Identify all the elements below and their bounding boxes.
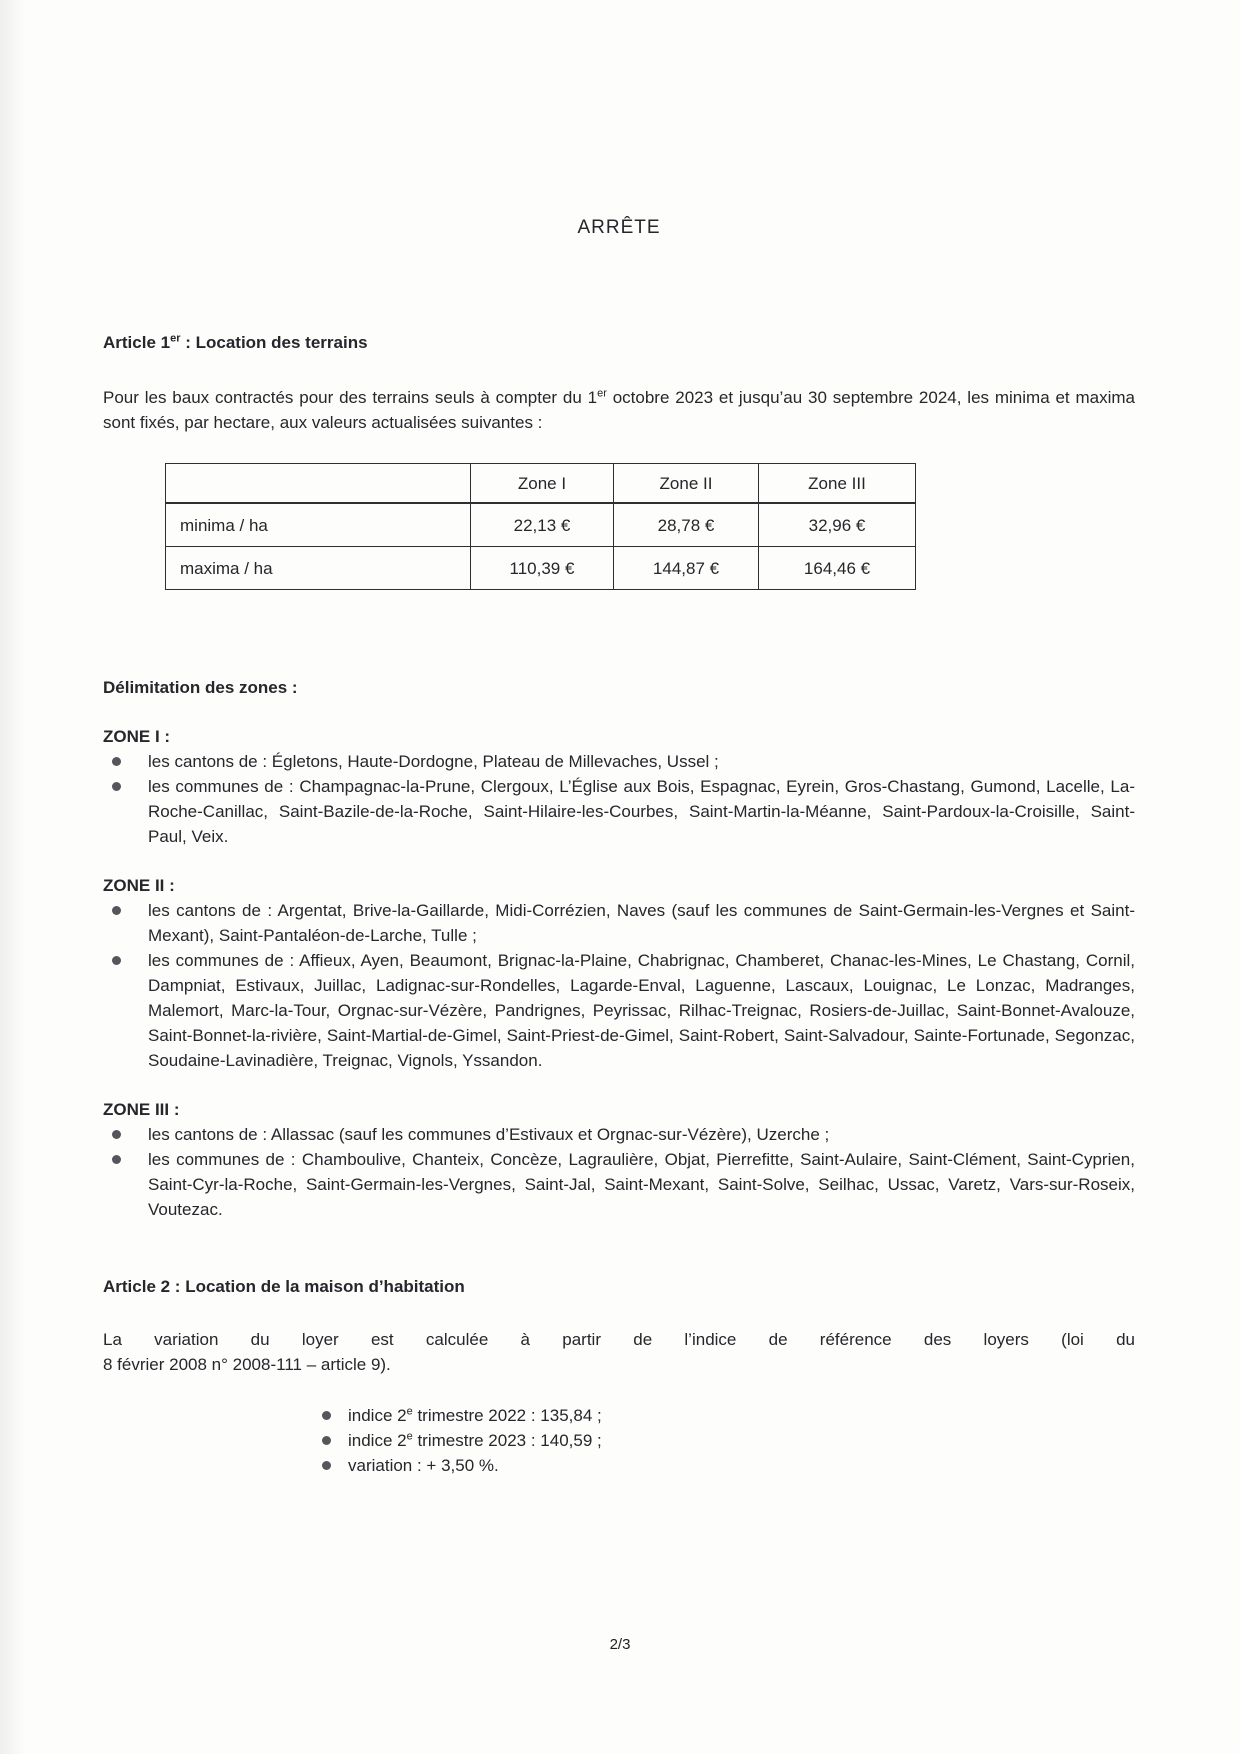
article1-heading-sup: er — [170, 332, 181, 345]
bullet-icon — [112, 956, 121, 965]
indice-2022: indice 2 — [348, 1406, 407, 1425]
bullet-icon — [322, 1461, 331, 1470]
article1-paragraph-suffix: octobre 2023 et jusqu’au 30 septembre 2024, les minima et maxima sont fixés, par hectare, aux valeurs actualisées suivantes : — [103, 388, 1135, 432]
rates-minima-zone3: 32,96 € — [759, 503, 916, 547]
rates-table — [165, 463, 916, 590]
rates-maxima-zone2: 144,87 € — [614, 547, 759, 590]
rates-table-header-zone1: Zone I — [471, 464, 614, 504]
zone-1-communes: les communes de : Champagnac-la-Prune, Clergoux, L’Église aux Bois, Espagnac, Eyrein, Gros-Chastang, Gumond, Lacelle, La-Roche-Canillac, Saint-Bazile-de-la-Roche, Saint-Hilaire-les-Courbes, Saint-Martin-la-Méanne, Saint-Pardoux-la-Croisille, Saint-Paul, Veix. — [148, 777, 1135, 846]
document-title: ARRÊTE — [577, 217, 661, 238]
rates-row-maxima-label: maxima / ha — [166, 547, 471, 590]
article1-paragraph-sup: er — [597, 387, 607, 400]
zone-1-title: ZONE I : — [103, 727, 171, 746]
zone-3-cantons: les cantons de : Allassac (sauf les communes d’Estivaux et Orgnac-sur-Vézère), Uzerche ; — [148, 1125, 830, 1144]
indice-2022-sup: e — [406, 1405, 413, 1418]
zone-1-cantons: les cantons de : Égletons, Haute-Dordogne, Plateau de Millevaches, Ussel ; — [148, 752, 719, 771]
article2-heading: Article 2 : Location de la maison d’habitation — [103, 1277, 465, 1296]
zone-2-cantons: les cantons de : Argentat, Brive-la-Gaillarde, Midi-Corrézien, Naves (sauf les communes de Saint-Germain-les-Vergnes et Saint-Mexant), Saint-Pantaléon-de-Larche, Tulle ; — [148, 901, 1135, 945]
list-item — [103, 898, 1135, 948]
zone-3-block — [103, 1097, 1135, 1222]
list-item — [103, 948, 1135, 1073]
rates-row-minima-label: minima / ha — [166, 503, 471, 547]
indices-list — [103, 1403, 1135, 1478]
bullet-icon — [112, 782, 121, 791]
rates-table-corner-cell — [166, 464, 471, 504]
article2-paragraph-line2: 8 février 2008 n° 2008-111 – article 9). — [103, 1355, 391, 1374]
table-row — [166, 547, 916, 590]
page-number: 2/3 — [609, 1636, 631, 1653]
list-item — [103, 774, 1135, 849]
bullet-icon — [112, 906, 121, 915]
bullet-icon — [112, 1130, 121, 1139]
bullet-icon — [112, 757, 121, 766]
indice-2023-sup: e — [406, 1430, 413, 1443]
rates-maxima-zone3: 164,46 € — [759, 547, 916, 590]
rates-table-header-zone3: Zone III — [759, 464, 916, 504]
rates-maxima-zone1: 110,39 € — [471, 547, 614, 590]
rates-table-header-zone2: Zone II — [614, 464, 759, 504]
rates-minima-zone1: 22,13 € — [471, 503, 614, 547]
rates-table-header-row — [166, 464, 916, 504]
list-item — [103, 1428, 1135, 1453]
list-item — [103, 1147, 1135, 1222]
article1-heading — [103, 330, 1135, 355]
zone-2-block — [103, 873, 1135, 1073]
table-row — [166, 503, 916, 547]
zones-delimitation-heading: Délimitation des zones : — [103, 678, 298, 697]
zone-3-communes: les communes de : Chamboulive, Chanteix, Concèze, Lagraulière, Objat, Pierrefitte, Saint-Aulaire, Saint-Clément, Saint-Cyprien, Saint-Cyr-la-Roche, Saint-Germain-les-Vergnes, Saint-Jal, Saint-Mexant, Saint-Solve, Seilhac, Ussac, Varetz, Vars-sur-Roseix, Voutezac. — [148, 1150, 1135, 1219]
list-item — [103, 1453, 1135, 1478]
rates-minima-zone2: 28,78 € — [614, 503, 759, 547]
list-item — [103, 749, 1135, 774]
article1-heading-text: Article 1 — [103, 333, 171, 352]
article1-paragraph — [103, 385, 1135, 435]
article2-paragraph-line1: La variation du loyer est calculée à partir de l’indice de référence des loyers (loi du — [103, 1330, 1135, 1349]
bullet-icon — [322, 1411, 331, 1420]
article1-paragraph-text: Pour les baux contractés pour des terrains seuls à compter du 1 — [103, 388, 598, 407]
article1-heading-suffix: : Location des terrains — [180, 333, 368, 352]
indice-2023: indice 2 — [348, 1431, 407, 1450]
zone-2-title: ZONE II : — [103, 876, 175, 895]
zone-1-block — [103, 724, 1135, 849]
list-item — [103, 1122, 1135, 1147]
indice-2022-value: trimestre 2022 : 135,84 ; — [412, 1406, 602, 1425]
bullet-icon — [322, 1436, 331, 1445]
zone-2-communes: les communes de : Affieux, Ayen, Beaumont, Brignac-la-Plaine, Chabrignac, Chamberet, Chanac-les-Mines, Le Chastang, Cornil, Dampniat, Estivaux, Juillac, Ladignac-sur-Rondelles, Lagarde-Enval, Laguenne, Lascaux, Louignac, Le Lonzac, Madranges, Malemort, Marc-la-Tour, Orgnac-sur-Vézère, Pandrignes, Peyrissac, Rilhac-Treignac, Rosiers-de-Juillac, Saint-Bonnet-Avalouze, Saint-Bonnet-la-rivière, Saint-Martial-de-Gimel, Saint-Priest-de-Gimel, Saint-Robert, Saint-Salvadour, Sainte-Fortunade, Segonzac, Soudaine-Lavinadière, Treignac, Vignols, Yssandon. — [148, 951, 1135, 1070]
list-item — [103, 1403, 1135, 1428]
variation-value: variation : + 3,50 %. — [348, 1456, 499, 1475]
indice-2023-value: trimestre 2023 : 140,59 ; — [412, 1431, 602, 1450]
zone-3-title: ZONE III : — [103, 1100, 180, 1119]
bullet-icon — [112, 1155, 121, 1164]
